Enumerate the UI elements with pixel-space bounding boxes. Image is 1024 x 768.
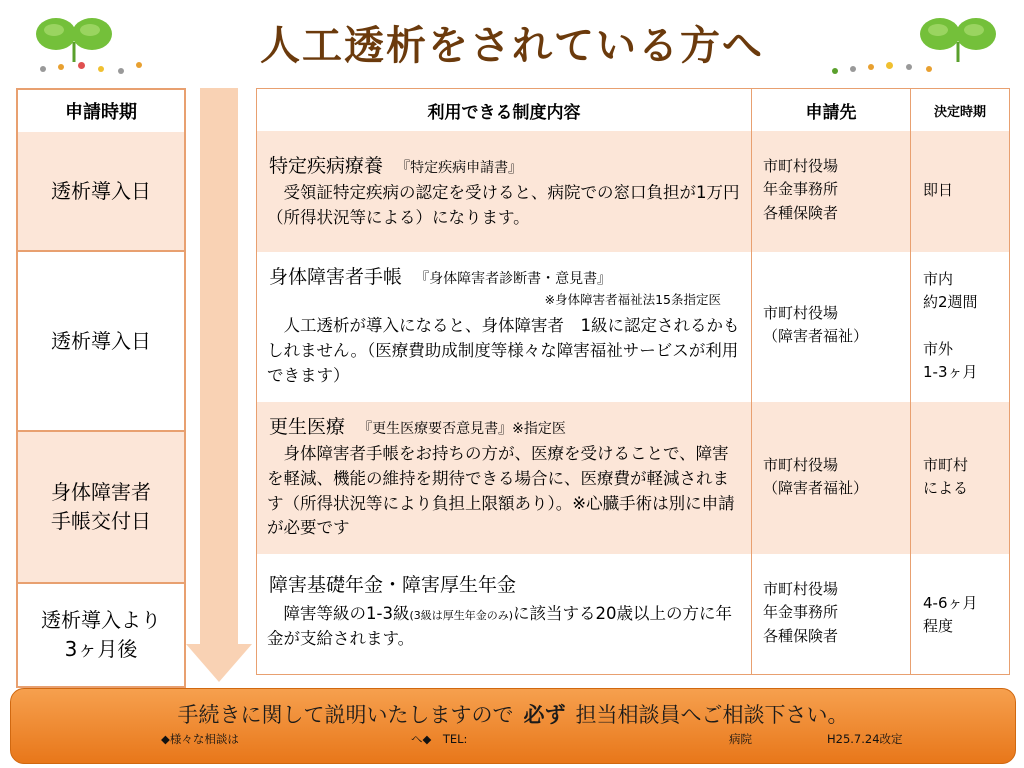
system-title: 身体障害者手帳 [269, 266, 403, 288]
timing-cell: 身体障害者 手帳交付日 [16, 432, 186, 584]
table-row [256, 402, 1010, 555]
decision-cell: 即日 [923, 181, 954, 199]
sprout-left-icon [34, 14, 114, 64]
table-row [256, 554, 1010, 675]
applicant-cell: 市町村役場 年金事務所 各種保険者 [763, 157, 839, 222]
footer-banner [10, 688, 1016, 764]
system-description: 受領証特定疾病の認定を受けると、病院での窓口負担が1万円（所得状況等による）になります。 [267, 183, 740, 227]
table-row [256, 131, 1010, 253]
system-cell [257, 554, 752, 674]
table-header-system: 利用できる制度内容 [256, 88, 752, 132]
table-header-decision: 決定時期 [910, 88, 1010, 132]
timing-cell: 透析導入日 [16, 132, 186, 252]
system-title: 障害基礎年金・障害厚生年金 [269, 574, 517, 596]
system-cell [257, 252, 752, 402]
applicant-cell: 市町村役場 （障害者福祉） [763, 456, 869, 498]
decorative-dots-right [832, 60, 952, 76]
system-cell [257, 131, 752, 252]
timing-cell: 透析導入日 [16, 252, 186, 432]
system-title: 更生医療 [269, 416, 346, 438]
system-form: 『特定疾病申請書』 [396, 160, 523, 176]
timing-cell: 透析導入より 3ヶ月後 [16, 584, 186, 688]
system-form: 『更生医療要否意見書』※指定医 [358, 421, 566, 437]
applicant-cell: 市町村役場 年金事務所 各種保険者 [763, 580, 839, 645]
system-cell [257, 402, 752, 554]
applicant-cell: 市町村役場 （障害者福祉） [763, 304, 869, 346]
decision-cell: 4-6ヶ月 程度 [923, 594, 978, 636]
footer-revision-date: H25.7.24改定 [827, 732, 903, 746]
system-description: 人工透析が導入になると、身体障害者 1級に認定されるかもしれません。（医療費助成制度等様々な障害福祉サービスが利用できます） [267, 316, 740, 385]
footer-consult-label: ◆様々な相談は [161, 732, 239, 746]
table-header-applicant: 申請先 [751, 88, 911, 132]
system-form: 『身体障害者診断書・意見書』 [415, 271, 612, 287]
system-title: 特定疾病療養 [269, 155, 384, 177]
page-title: 人工透析をされている方へ [260, 23, 764, 69]
down-arrow-icon [186, 88, 252, 684]
decorative-dots-left [40, 60, 150, 76]
timing-header: 申請時期 [16, 88, 186, 134]
sprout-right-icon [918, 14, 998, 64]
system-note: ※身体障害者福祉法15条指定医 [544, 292, 721, 307]
system-description: 身体障害者手帳をお持ちの方が、医療を受けることで、障害を軽減、機能の維持を期待できる場合に、医療費が軽減されます（所得状況等により負担上限額あり）。※心臓手術は別に申請が必要です [267, 444, 735, 538]
footer-message: 手続きに関して説明いたしますので 必ず 担当相談員へご相談下さい。 [177, 703, 849, 727]
table-row [256, 252, 1010, 403]
decision-cell: 市内 約2週間 市外 1-3ヶ月 [923, 270, 978, 381]
decision-cell: 市町村 による [923, 456, 969, 498]
footer-hospital-label: 病院 [729, 732, 752, 746]
footer-tel-label: へ◆ TEL: [411, 732, 468, 746]
system-description: 障害等級の1-3級(3級は厚生年金のみ)に該当する20歳以上の方に年金が支給されます。 [267, 604, 733, 648]
